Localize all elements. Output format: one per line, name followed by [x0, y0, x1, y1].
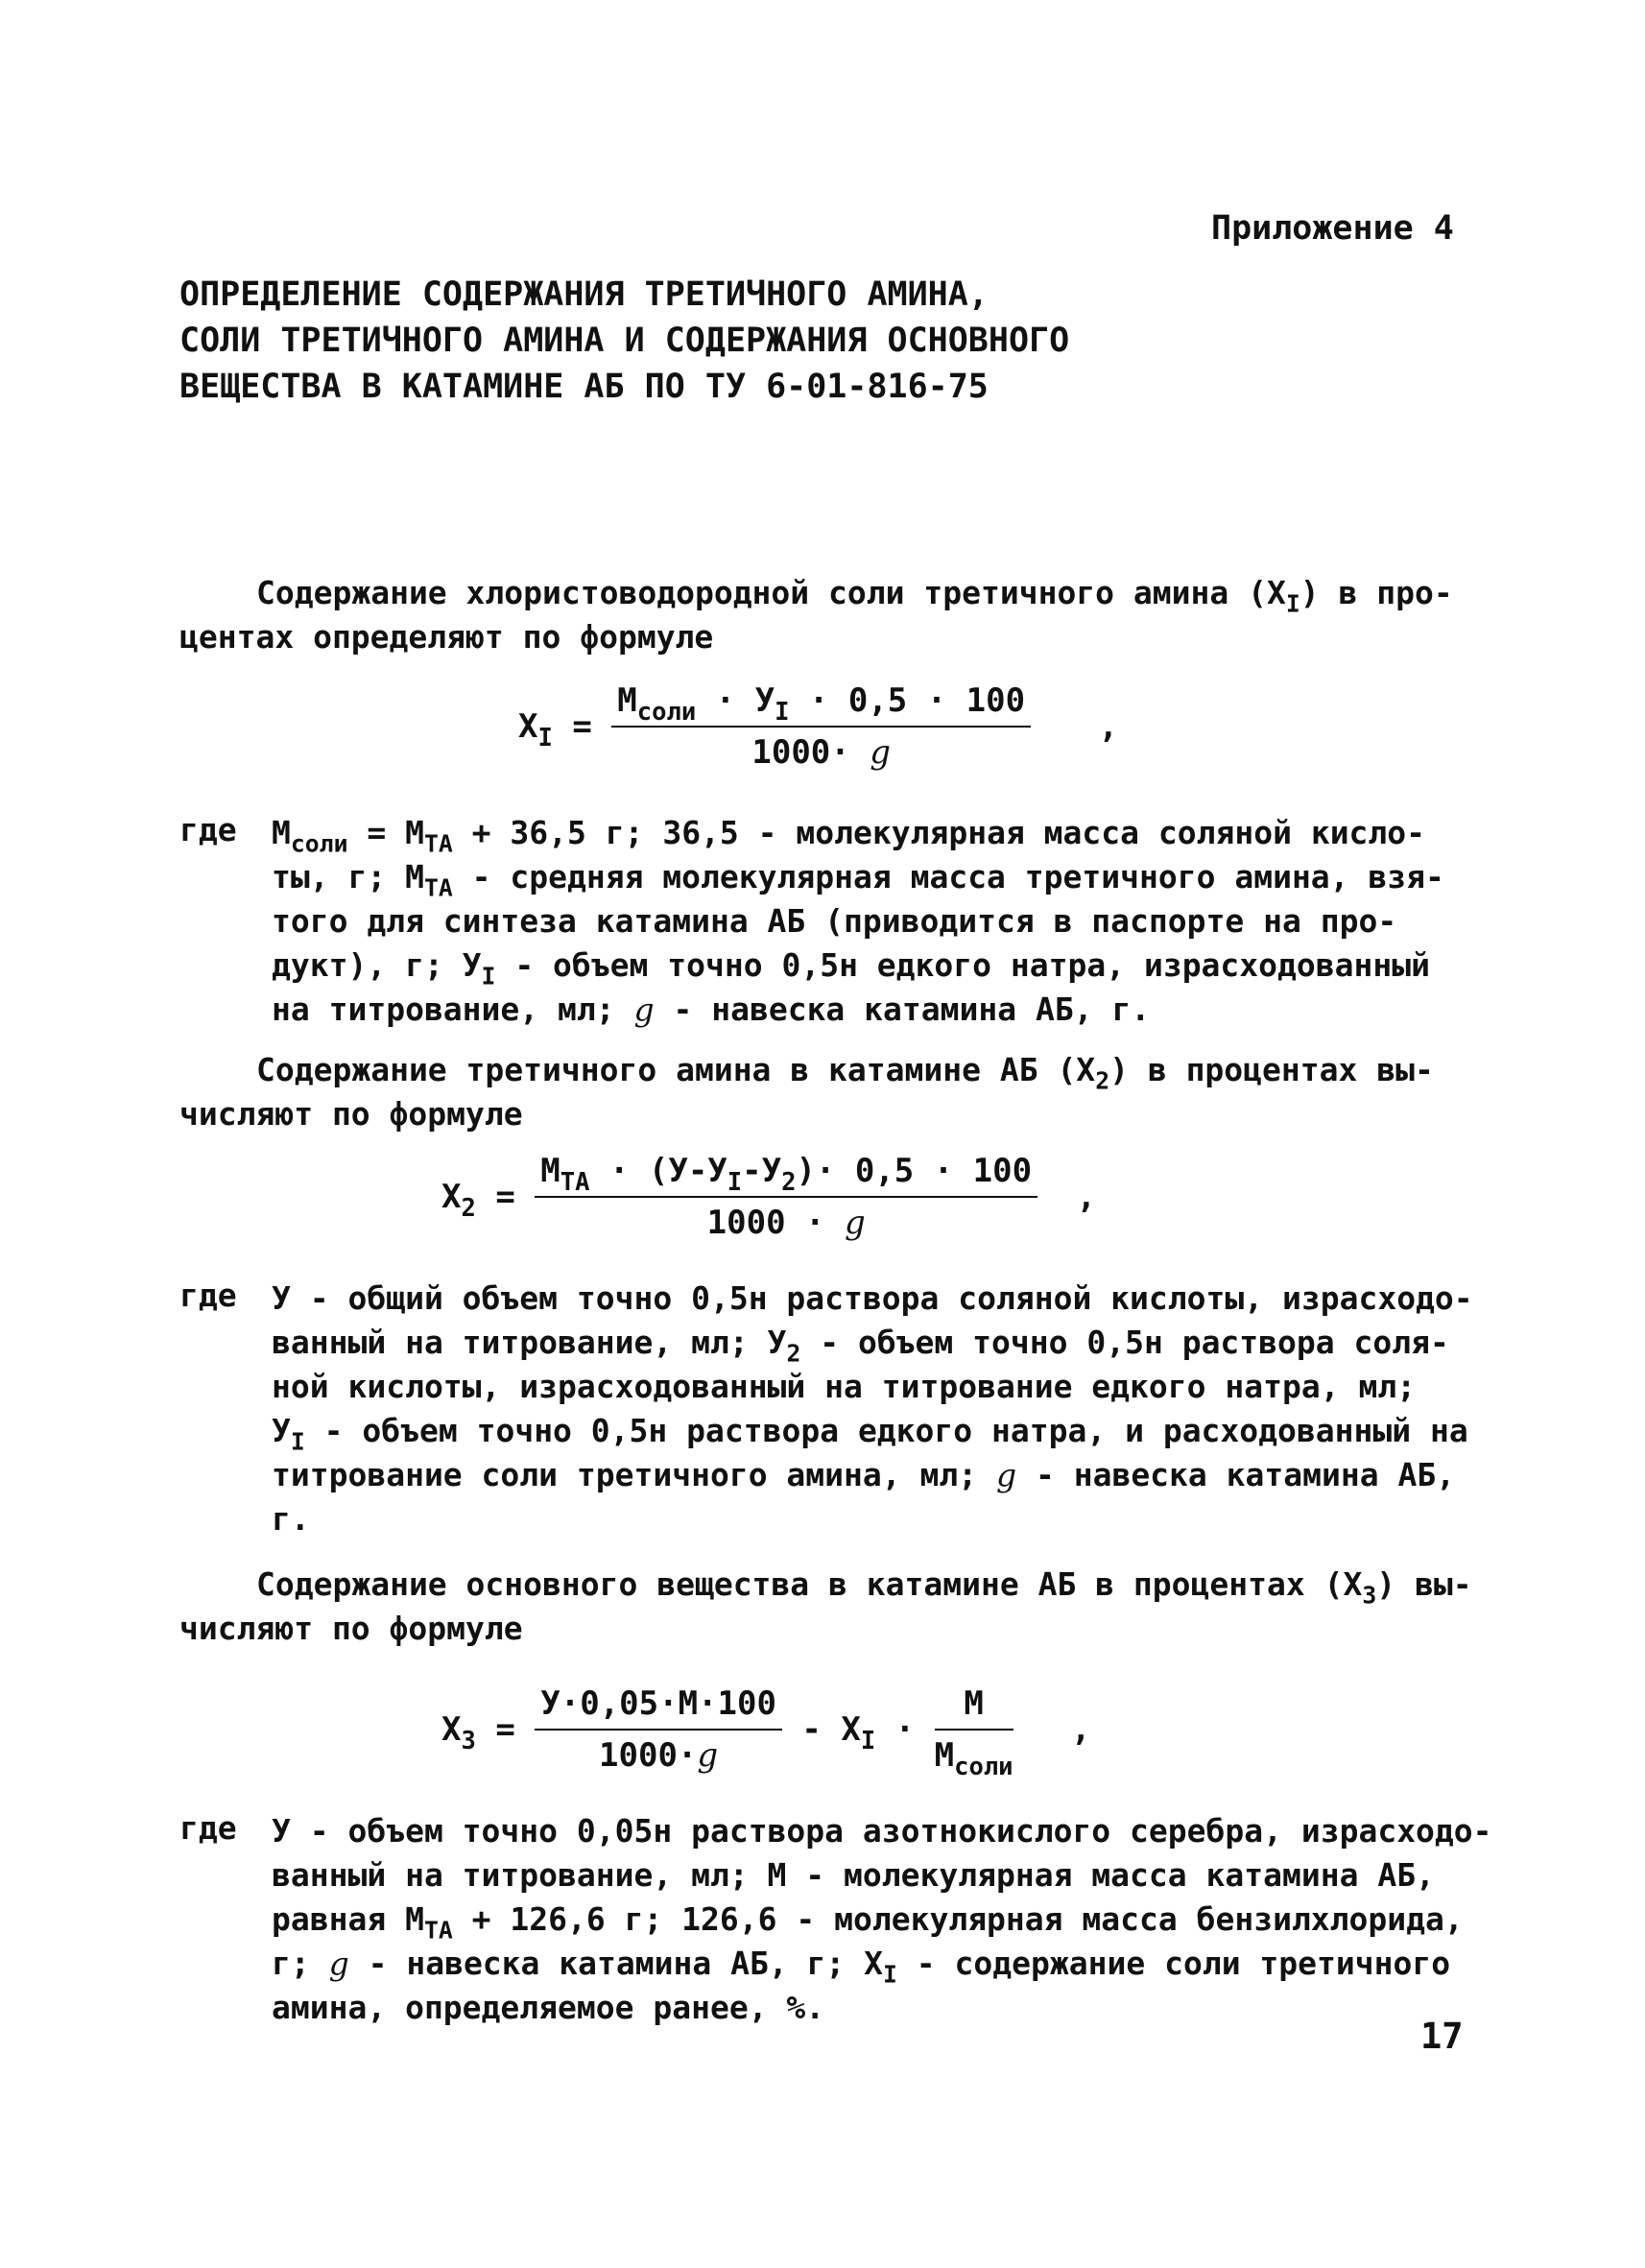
title-line-2: СОЛИ ТРЕТИЧНОГО АМИНА И СОДЕРЖАНИЯ ОСНОВНОГО	[179, 322, 1070, 360]
title-line-3: ВЕЩЕСТВА В КАТАМИНЕ АБ ПО ТУ 6-01-816-75	[179, 368, 989, 406]
formula-x3: $X_3$ = $\frac{У\cdot 0,05\cdot M\cdot 100}{1000\cdot g}$ - $X_I$ · $\frac{M}{M_{соли}}$ ,	[441, 1684, 1091, 1781]
section2-where-label: где	[179, 1277, 237, 1314]
section2-intro-line-1: Содержание третичного амина в катамине АБ $(X_2)$ в процентах вы-	[256, 1051, 1434, 1095]
section2-intro-line-2: числяют по формуле	[179, 1095, 523, 1133]
formula-x1-fraction	[611, 681, 1031, 772]
section1-intro	[179, 571, 1453, 659]
formula-x3-fraction-1: $\frac{У\cdot 0,05\cdot M\cdot 100}{1000\cdot g}$	[535, 1684, 782, 1775]
page-number: 17	[1420, 2016, 1464, 2057]
formula-x2-fraction	[535, 1152, 1037, 1242]
formula-x1-denominator: 1000· g	[751, 733, 891, 772]
formula-x2-numerator: $M_{ТА} \cdot (У-У_I-У_2)\cdot 0,5 \cdot 100$	[535, 1152, 1037, 1198]
title-line-1: ОПРЕДЕЛЕНИЕ СОДЕРЖАНИЯ ТРЕТИЧНОГО АМИНА,	[179, 275, 989, 314]
formula-x3-fraction-2: $\frac{M}{M_{соли}}$	[934, 1684, 1013, 1781]
formula-x1-numerator: $M_{соли} \cdot У_I \cdot 0,5 \cdot 100$	[611, 681, 1031, 728]
section1-intro-line-2: центах определяют по формуле	[179, 618, 714, 656]
section3-where-label: где	[179, 1809, 237, 1847]
section3-intro-line-1: Содержание основного вещества в катамине АБ в процентах $(X_3)$ вы-	[256, 1565, 1472, 1610]
formula-x2-denominator: 1000 · g	[706, 1204, 866, 1242]
formula-x2: $X_2$ = $\frac{M_{ТА} \cdot (У-У_I-У_2)\cdot 0,5 \cdot 100}{1000 \cdot g}$ ,	[441, 1152, 1097, 1242]
appendix-label: Приложение 4	[1211, 209, 1454, 248]
section1-where-label: где	[179, 811, 237, 848]
section3-where-body: У - объем точно 0,05н раствора азотнокислого серебра, израсходо- ванный на титрование, мл; M - молекулярная масса катамина АБ, равная $M_{ТА} + 126,6$ г; 126,6 - молекулярная масса бензилхлорида, г; g - навеска катамина АБ, г; $X_I$ - содержание соли третичного амина, определяемое ранее, %.	[272, 1812, 1492, 2026]
formula-x1: $X_I$ = $\frac{M_{соли} \cdot У_I \cdot 0,5 \cdot 100}{1000\cdot g}$ ,	[518, 681, 1119, 772]
section2-intro	[179, 1048, 1434, 1136]
section1-where-body: $M_{соли} = M_{ТА} + 36,5$ г; 36,5 - молекулярная масса соляной кисло- ты, г; $M_{ТА}$ - средняя молекулярная масса третичного амина, взя- того для синтеза катамина АБ (приводится в паспорте на про- дукт), г; $У_I$ - объем точно 0,5н едкого натра, израсходованный на титрование, мл; g - навеска катамина АБ, г.	[272, 814, 1444, 1028]
section2-where-body: У - общий объем точно 0,5н раствора соляной кислоты, израсходо- ванный на титрование, мл; $У_2$ - объем точно 0,5н раствора соля- ной кислоты, израсходованный на титрование едкого натра, мл; $У_I$ - объем точно 0,5н раствора едкого натра, и расходованный на титрование соли третичного амина, мл; g - навеска катамина АБ, г.	[272, 1279, 1473, 1538]
section3-intro	[179, 1563, 1472, 1651]
section3-intro-line-2: числяют по формуле	[179, 1610, 523, 1647]
document-title	[179, 272, 1427, 410]
section1-intro-line-1: Содержание хлористоводородной соли третичного амина $(X_I)$ в про-	[256, 574, 1453, 618]
